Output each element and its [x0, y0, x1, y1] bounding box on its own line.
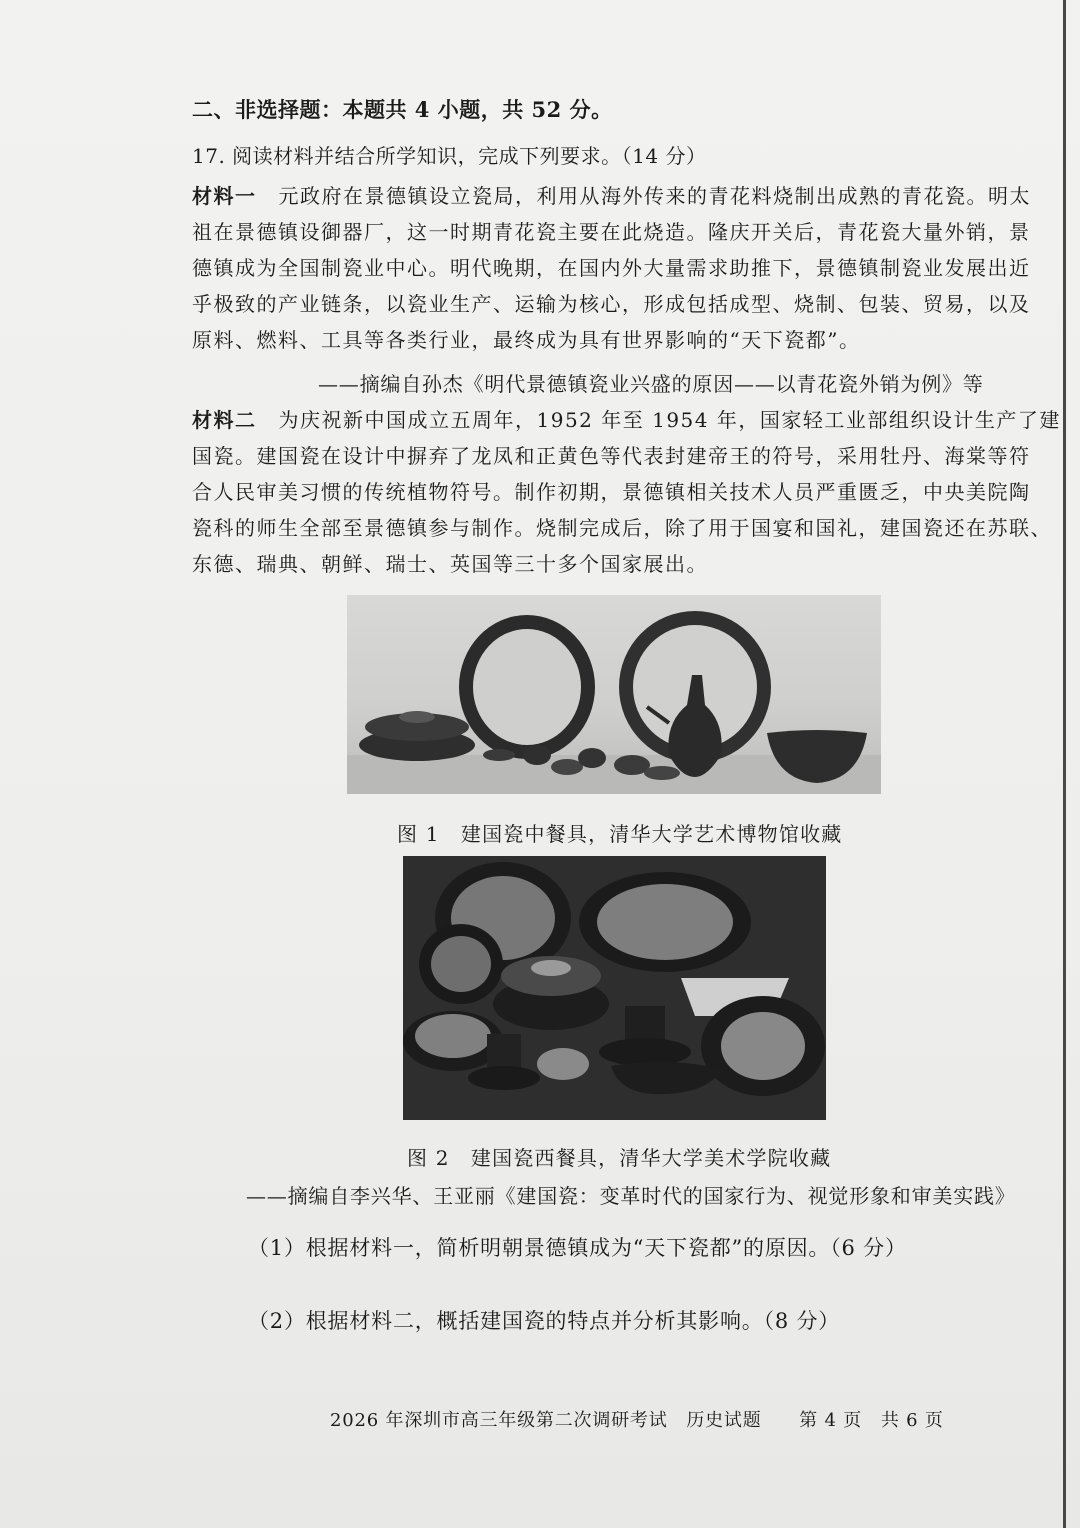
- material1-label: 材料一: [192, 184, 257, 208]
- material2-label: 材料二: [192, 408, 257, 432]
- material1-line-4: 乎极致的产业链条，以瓷业生产、运输为核心，形成包括成型、烧制、包装、贸易，以及: [192, 292, 1031, 316]
- page-edge: [1063, 0, 1066, 1528]
- question-stem: 17. 阅读材料并结合所学知识，完成下列要求。（14 分）: [192, 144, 707, 168]
- material1-line-5: 原料、燃料、工具等各类行业，最终成为具有世界影响的“天下瓷都”。: [192, 328, 861, 352]
- material2-line-3: 合人民审美习惯的传统植物符号。制作初期，景德镇相关技术人员严重匮乏，中央美院陶: [192, 480, 1031, 504]
- subquestion-1: （1）根据材料一，简析明朝景德镇成为“天下瓷都”的原因。（6 分）: [248, 1236, 907, 1260]
- figure2-caption: 图 2 建国瓷西餐具，清华大学美术学院收藏: [407, 1146, 832, 1170]
- material1-source: ——摘编自孙杰《明代景德镇瓷业兴盛的原因——以青花瓷外销为例》等: [318, 372, 984, 396]
- subquestion-2: （2）根据材料二，概括建国瓷的特点并分析其影响。（8 分）: [248, 1309, 841, 1333]
- figure2-photo: [403, 856, 826, 1120]
- material2-line-5: 东德、瑞典、朝鲜、瑞士、英国等三十多个国家展出。: [192, 552, 708, 576]
- page-footer: 2026 年深圳市高三年级第二次调研考试 历史试题 第 4 页 共 6 页: [330, 1410, 944, 1431]
- figure1-caption: 图 1 建国瓷中餐具，清华大学艺术博物馆收藏: [397, 822, 843, 846]
- material1-line-3: 德镇成为全国制瓷业中心。明代晚期，在国内外大量需求助推下，景德镇制瓷业发展出近: [192, 256, 1031, 280]
- material2-line-1: 材料二 为庆祝新中国成立五周年，1952 年至 1954 年，国家轻工业部组织设计生产了建: [192, 408, 1061, 432]
- material2-line-4: 瓷科的师生全部至景德镇参与制作。烧制完成后，除了用于国宴和国礼，建国瓷还在苏联、: [192, 516, 1052, 540]
- material2-line-2: 国瓷。建国瓷在设计中摒弃了龙凤和正黄色等代表封建帝王的符号，采用牡丹、海棠等符: [192, 444, 1031, 468]
- section-header: 二、非选择题：本题共 4 小题，共 52 分。: [192, 97, 613, 122]
- material1-line-1: 材料一 元政府在景德镇设立瓷局，利用从海外传来的青花料烧制出成熟的青花瓷。明太: [192, 184, 1031, 208]
- western-tableware-illustration: [403, 856, 826, 1120]
- material2-source: ——摘编自李兴华、王亚丽《建国瓷：变革时代的国家行为、视觉形象和审美实践》: [246, 1184, 1016, 1208]
- chinese-tableware-illustration: [347, 595, 881, 794]
- material1-line-2: 祖在景德镇设御器厂，这一时期青花瓷主要在此烧造。隆庆开关后，青花瓷大量外销，景: [192, 220, 1031, 244]
- figure1-photo: [347, 595, 881, 794]
